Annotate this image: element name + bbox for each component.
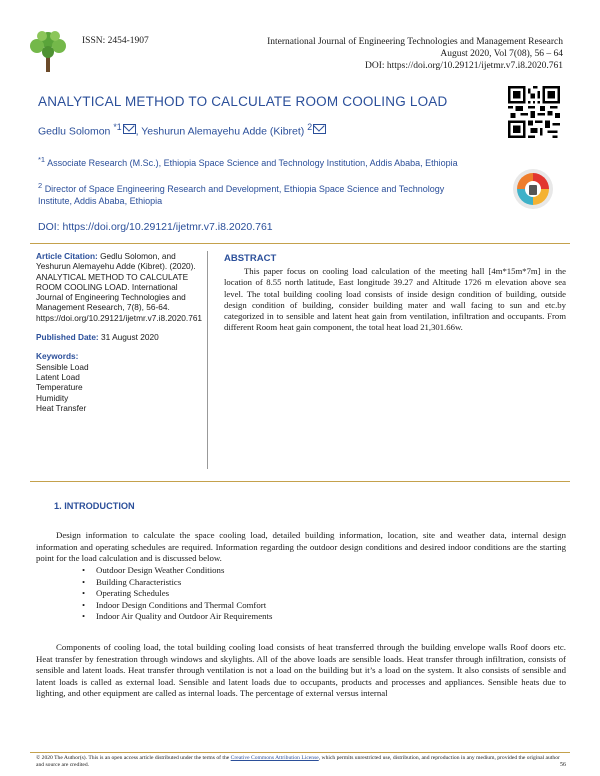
footer-text-after: , which permits unrestricted use, distribution, and reproduction in any medium, provided the original author and source are credited. [36, 755, 560, 768]
author-1: Gedlu Solomon [38, 125, 111, 138]
crossmark-icon[interactable] [512, 168, 554, 210]
intro-paragraph-1: Design information to calculate the space cooling load, detailed building information, location, site and weather data, internal design information and operating schedules are required. Information regarding the outdoor design conditions and desired indoor conditions are the starting point for the load calculation and is discussed below. [36, 530, 566, 564]
keywords-label: Keywords: [36, 351, 79, 362]
affiliation-2 [38, 180, 478, 207]
citation-text: Gedlu Solomon, and Yeshurun Alemayehu Adde (Kibret). (2020). ANALYTICAL METHOD TO CALCULATE ROOM COOLING LOAD. International Journal of Engineering Technologies and Management Research, 7(8), 56-64. https://doi.org/10.29121/ijetmr.v7.i8.2020.761 [36, 251, 203, 323]
list-item: • Indoor Design Conditions and Thermal Comfort [96, 600, 272, 612]
journal-header [267, 36, 563, 72]
divider [30, 481, 570, 482]
keyword-item: Temperature [36, 382, 83, 393]
keyword-item: Humidity [36, 392, 69, 403]
list-item: • Building Characteristics [96, 577, 272, 589]
issn: ISSN: 2454-1907 [82, 36, 149, 46]
license-footer [36, 755, 566, 769]
license-link[interactable]: Creative Commons Attribution License [230, 755, 319, 761]
footer-text-before: © 2020 The Author(s). This is an open access article distributed under the terms of the [36, 755, 231, 761]
footer-divider [30, 752, 570, 753]
citation-block [36, 251, 203, 323]
divider [30, 243, 570, 244]
author-2-sup: 2 [307, 122, 313, 132]
section-heading: 1. INTRODUCTION [54, 501, 135, 511]
list-item: • Operating Schedules [96, 588, 272, 600]
article-info-sidebar [36, 251, 203, 413]
list-item: • Outdoor Design Weather Conditions [96, 565, 272, 577]
abstract-text: This paper focus on cooling load calculation of the meeting hall [4m*15m*7m] in the location of 8.55 north latitude, East longitude 39.27 and Altitude 1726 m elevation above sea level. The total building cooling load consists of inside design condition of building, outside design condition of building, consider building mater and wall facing to sun and etc.by categorized in to sensible and latent heat gain from ventilation, infiltration and occupants. From different Room heat gain component, the total heat load 21,301.66w. [224, 266, 566, 333]
author-2: Yeshurun Alemayehu Adde (Kibret) [141, 125, 305, 138]
affiliation-1 [38, 154, 478, 169]
abstract-heading: ABSTRACT [224, 253, 277, 264]
author-1-sup: *1 [113, 122, 122, 132]
journal-name: International Journal of Engineering Technologies and Management Research [267, 37, 563, 47]
affiliation-2-text: Director of Space Engineering Research and Development, Ethiopia Space Science and Technology Institute, Addis Ababa, Ethiopia [38, 184, 445, 206]
email-icon[interactable] [123, 124, 136, 134]
affiliation-2-sup: 2 [38, 181, 43, 190]
list-item: • Indoor Air Quality and Outdoor Air Requirements [96, 611, 272, 623]
design-info-list [96, 565, 272, 623]
keyword-item: Heat Transfer [36, 402, 87, 413]
published-label: Published Date: [36, 332, 99, 343]
author-list [38, 122, 326, 138]
email-icon[interactable] [313, 124, 326, 134]
article-doi[interactable]: DOI: https://doi.org/10.29121/ijetmr.v7.i8.2020.761 [38, 221, 273, 233]
journal-logo-icon [28, 28, 68, 74]
intro-paragraph-2: Components of cooling load, the total building cooling load consists of heat transferred through the building envelope walls Roof doors etc. Heat transfer by fenestration through windows and skylights. All of the above loads are sensible loads. Heat transfer through infiltration, consists of sensible and latent loads. Heat transfer through ventilation is not a load on the building but it’s a load on the system. It also consists of sensible and latent loads is called as external load. Sensible and latent loads due to occupants, products and processes and appliances. Sensible heats due to lighting, and other equipment are called as internal loads. The percentage of external versus internal [36, 642, 566, 699]
keywords-block [36, 351, 200, 413]
column-divider [207, 251, 208, 469]
published-block [36, 332, 200, 342]
affiliation-1-text: Associate Research (M.Sc.), Ethiopia Space Science and Technology Institution, Addis Ababa, Ethiopia [47, 158, 458, 168]
published-date: 31 August 2020 [101, 332, 159, 343]
paper-title: ANALYTICAL METHOD TO CALCULATE ROOM COOLING LOAD [38, 94, 448, 109]
affiliation-1-sup: *1 [38, 155, 46, 164]
journal-doi[interactable]: DOI: https://doi.org/10.29121/ijetmr.v7.i8.2020.761 [364, 61, 563, 71]
journal-issue: August 2020, Vol 7(08), 56 – 64 [440, 49, 563, 59]
keyword-item: Sensible Load [36, 361, 89, 372]
citation-label: Article Citation: [36, 251, 98, 261]
page-number: 56 [560, 762, 566, 768]
author-separator: , [135, 125, 142, 138]
keyword-item: Latent Load [36, 371, 80, 382]
qr-code-icon [508, 86, 560, 138]
